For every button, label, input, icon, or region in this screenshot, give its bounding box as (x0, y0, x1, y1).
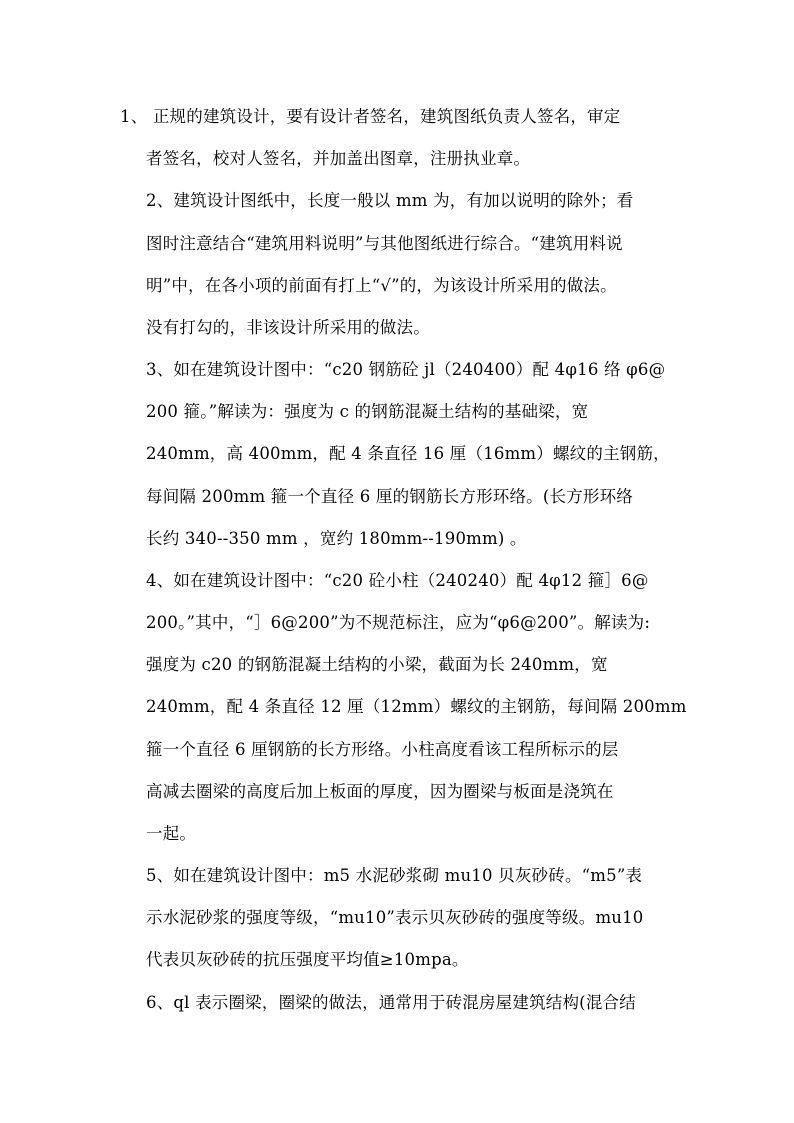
text-line: 一起。 (146, 824, 197, 843)
text-line: 箍一个直径 6 厘钢筋的长方形络。小柱高度看该工程所标示的层 (146, 740, 619, 759)
text-line: 高减去圈梁的高度后加上板面的厚度，因为圈梁与板面是浇筑在 (146, 782, 614, 801)
text-line: 240mm，配 4 条直径 12 厘（12mm）螺纹的主钢筋，每间隔 200mm (146, 697, 687, 716)
text-line: 长约 340--350 mm ，宽约 180mm--190mm) 。 (146, 529, 527, 548)
text-line: 每间隔 200mm 箍一个直径 6 厘的钢筋长方形环络。(长方形环络 (146, 487, 633, 506)
text-line: 强度为 c20 的钢筋混凝土结构的小梁，截面为长 240mm，宽 (146, 655, 608, 674)
text-line: 3、如在建筑设计图中：“c20 钢筋砼 jl（240400）配 4φ16 络 φ6@ (146, 360, 666, 379)
text-line: 示水泥砂浆的强度等级，“mu10”表示贝灰砂砖的强度等级。mu10 (146, 908, 644, 927)
text-line: 没有打勾的，非该设计所采用的做法。 (146, 318, 430, 337)
text-line: 4、如在建筑设计图中：“c20 砼小柱（240240）配 4φ12 箍］6@ (146, 571, 649, 590)
text-line: 代表贝灰砂砖的抗压强度平均值≥10mpa。 (146, 950, 469, 969)
text-line: 200 箍。”解读为：强度为 c 的钢筋混凝土结构的基础梁，宽 (146, 402, 589, 421)
text-line: 240mm，高 400mm，配 4 条直径 16 厘（16mm）螺纹的主钢筋， (146, 444, 670, 463)
text-line: 明”中，在各小项的前面有打上“√”的，为该设计所采用的做法。 (146, 276, 617, 295)
text-line: 200。”其中，“］6@200”为不规范标注，应为“φ6@200”。解读为: (146, 613, 651, 632)
text-line: 者签名，校对人签名，并加盖出图章，注册执业章。 (146, 149, 531, 168)
text-line: 6、ql 表示圈梁，圈梁的做法，通常用于砖混房屋建筑结构(混合结 (146, 993, 636, 1012)
text-line: 1、 正规的建筑设计，要有设计者签名，建筑图纸负责人签名，审定 (120, 107, 621, 126)
text-line: 5、如在建筑设计图中：m5 水泥砂浆砌 mu10 贝灰砂砖。“m5”表 (146, 866, 643, 885)
text-line: 图时注意结合“建筑用料说明”与其他图纸进行综合。“建筑用料说 (146, 234, 623, 253)
text-line: 2、建筑设计图纸中，长度一般以 mm 为，有加以说明的除外；看 (146, 191, 634, 210)
